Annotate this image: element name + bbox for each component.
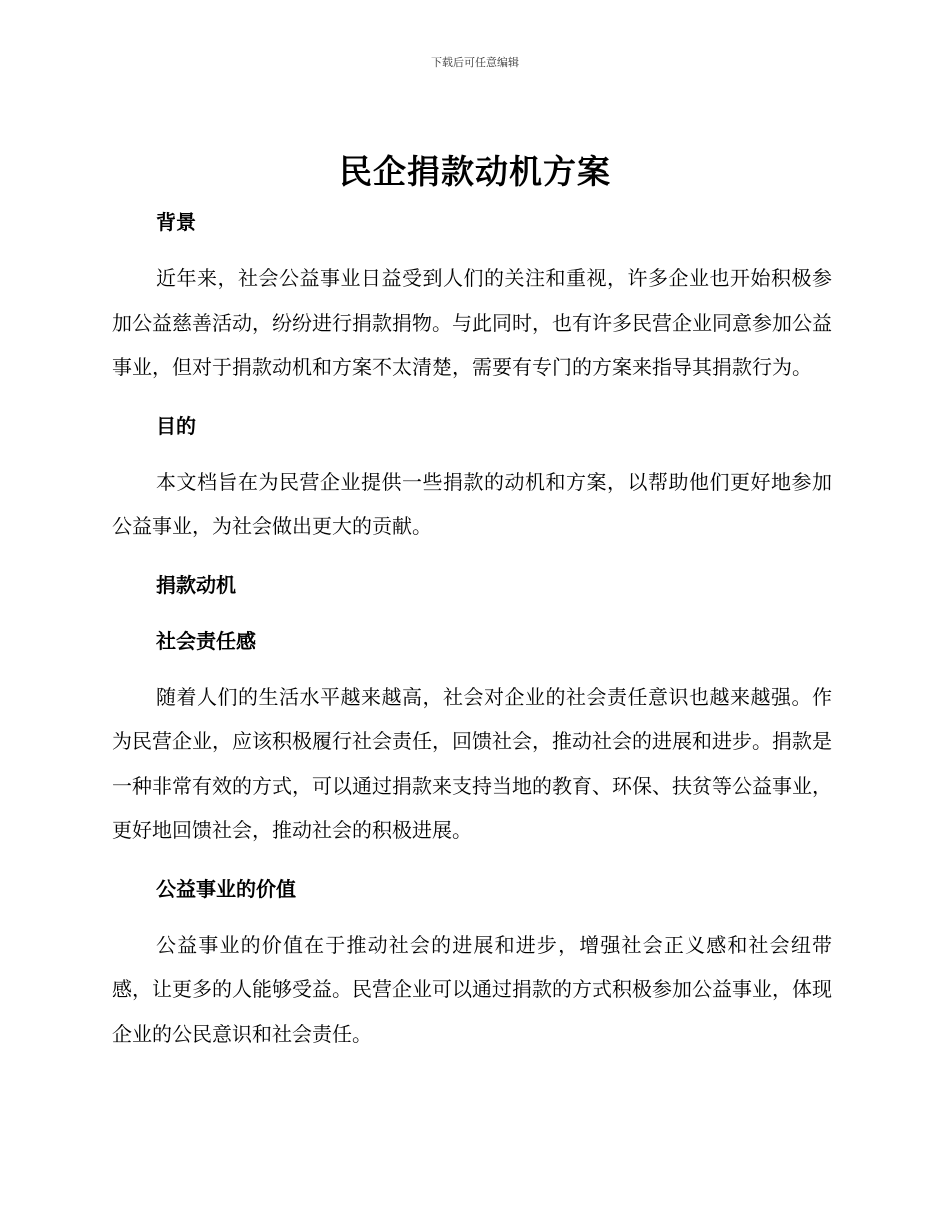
paragraph-line: 本文档旨在为民营企业提供一些捐款的动机和方案，以帮助他们更好地: [156, 469, 792, 494]
section-heading-purpose: 目的: [156, 413, 196, 438]
paragraph-line: 强。作为民营企业，应该积极履行社会责任，回馈社会，推动社会的进展和: [112, 684, 832, 753]
paragraph-line: 公益事业的价值在于推动社会的进展和进步，增强社会正义感和社会纽: [156, 932, 812, 957]
document-title: 民企捐款动机方案: [339, 152, 611, 191]
paragraph-public-welfare-value: [112, 923, 832, 1057]
paragraph-background: [112, 256, 832, 390]
page-header-note: 下载后可任意编辑: [431, 56, 519, 69]
paragraph-line: 参加公益事业，为社会做出更大的贡献。: [112, 469, 832, 538]
section-motivation: [112, 563, 832, 607]
paragraph-line: 随着人们的生活水平越来越高，社会对企业的社会责任意识也越来越: [156, 684, 771, 709]
document-body: [112, 200, 832, 1056]
section-heading-public-welfare-value: 公益事业的价值: [156, 876, 296, 901]
paragraph-line: 近年来，社会公益事业日益受到人们的关注和重视，许多企业也开始积: [156, 266, 792, 290]
paragraph-line: 保、扶贫等公益事业，更好地回馈社会，推动社会的积极进展。: [112, 773, 832, 842]
section-heading-social-responsibility: 社会责任感: [156, 628, 256, 653]
section-heading-motivation: 捐款动机: [156, 572, 236, 597]
paragraph-line: 业，体现企业的公民意识和社会责任。: [112, 977, 832, 1046]
paragraph-line: 进步。捐款是一种非常有效的方式，可以通过捐款来支持当地的教育、环: [112, 729, 832, 798]
paragraph-line: 极参加公益慈善活动，纷纷进行捐款捐物。与此同时，也有许多民营企业同: [112, 266, 832, 335]
paragraph-line: 带感，让更多的人能够受益。民营企业可以通过捐款的方式积极参加公益事: [112, 932, 832, 1001]
paragraph-line: 导其捐款行为。: [672, 355, 812, 379]
paragraph-purpose: [112, 460, 832, 549]
paragraph-social-responsibility: [112, 675, 832, 853]
section-purpose: [112, 404, 832, 549]
paragraph-line: 意参加公益事业，但对于捐款动机和方案不太清楚，需要有专门的方案来指: [112, 310, 832, 379]
section-public-welfare-value: [112, 867, 832, 1057]
section-heading-background: 背景: [156, 210, 196, 234]
section-social-responsibility: [112, 619, 832, 853]
section-background: [112, 200, 832, 390]
